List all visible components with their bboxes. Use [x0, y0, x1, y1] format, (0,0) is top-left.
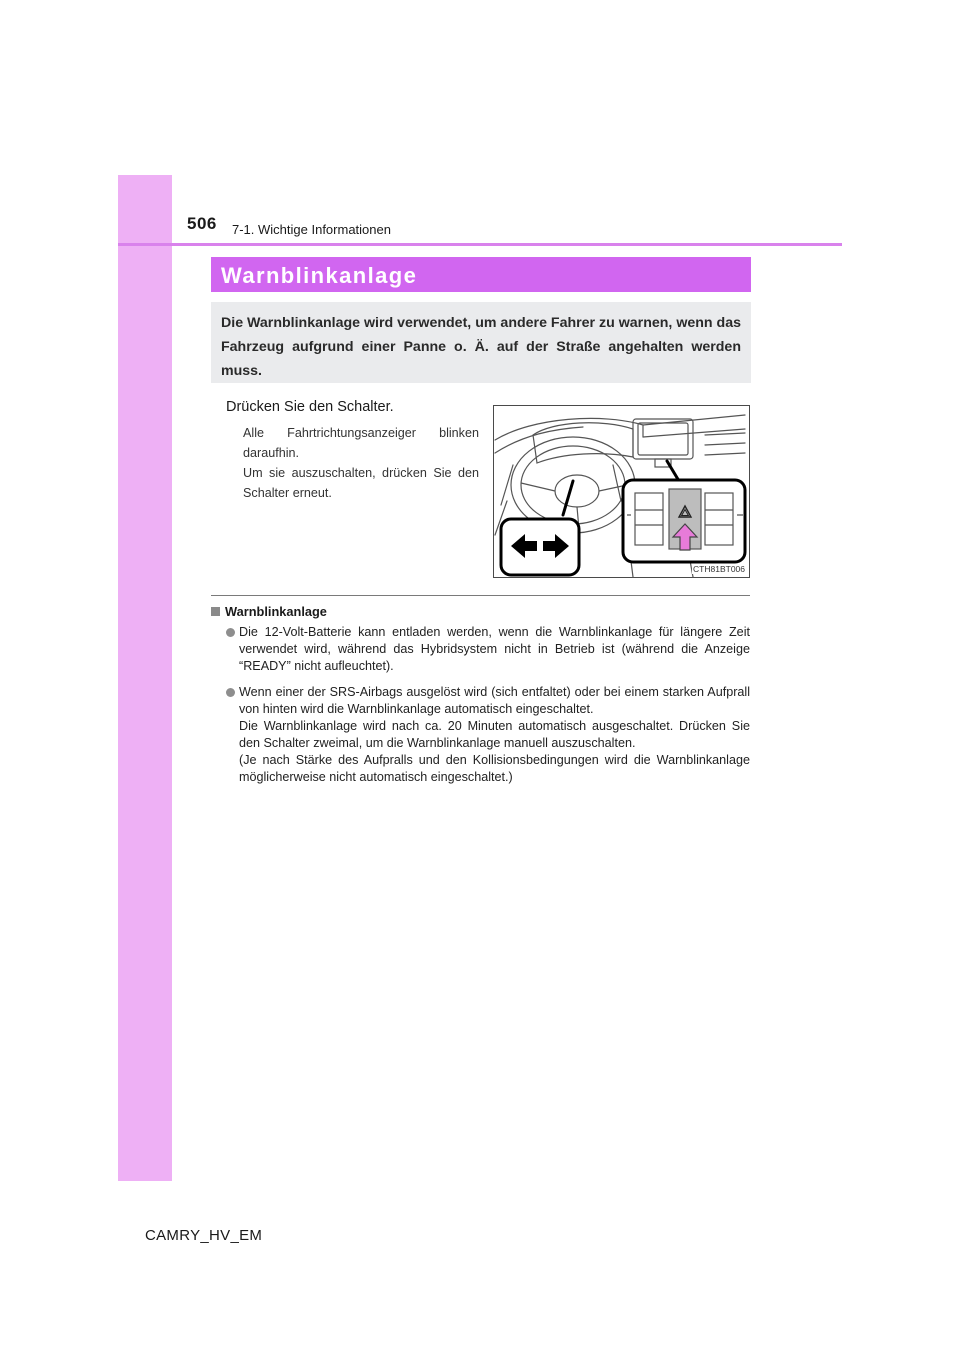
header-rule [118, 243, 842, 246]
instruction-detail-2: Um sie auszuschalten, drücken Sie den Schalter erneut. [243, 466, 479, 500]
turn-signal-callout [501, 519, 579, 575]
note-item-1 [239, 624, 750, 675]
note-item-2-line-1: Wenn einer der SRS-Airbags ausgelöst wird (sich entfaltet) oder bei einem starken Aufprall von hinten wird die Warnblinkanlage automatisch eingeschaltet. [239, 685, 750, 716]
bullet-dot-icon [226, 628, 235, 637]
figure-code: CTH81BT006 [693, 564, 745, 574]
note-item-2 [239, 684, 750, 786]
notes-heading [211, 604, 327, 619]
instruction-detail-1: Alle Fahrtrichtungsanzeiger blinken daraufhin. [243, 426, 479, 460]
dashboard-drawing [493, 405, 750, 578]
square-bullet-icon [211, 607, 220, 616]
note-item-2-line-3: (Je nach Stärke des Aufpralls und den Kollisionsbedingungen wird die Warnblinkanlage möglicherweise nicht automatisch eingeschaltet.) [239, 753, 750, 784]
footer-model-code: CAMRY_HV_EM [145, 1227, 263, 1244]
switch-zoom-callout [623, 480, 745, 562]
page-number: 506 [187, 214, 217, 233]
section-divider [211, 595, 750, 596]
page-title: Warnblinkanlage [221, 263, 418, 288]
instruction-detail [243, 423, 479, 503]
notes-heading-text: Warnblinkanlage [225, 604, 327, 619]
note-item-1-text: Die 12-Volt-Batterie kann entladen werden, wenn die Warnblinkanlage für längere Zeit verwendet wird, während das Hybridsystem nicht in Betrieb ist (während die Anzeige “READY” nicht aufleuchtet). [239, 625, 750, 673]
title-band [211, 257, 751, 292]
instruction-step: Drücken Sie den Schalter. [226, 399, 394, 415]
bullet-dot-icon [226, 688, 235, 697]
intro-text: Die Warnblinkanlage wird verwendet, um andere Fahrer zu warnen, wenn das Fahrzeug aufgrund einer Panne o. Ä. auf der Straße angehalten werden muss. [221, 315, 741, 379]
intro-box [211, 302, 751, 383]
hazard-switch-illustration [493, 405, 750, 578]
chapter-side-bar [118, 175, 172, 1181]
note-item-2-line-2: Die Warnblinkanlage wird nach ca. 20 Minuten automatisch ausgeschaltet. Drücken Sie den Schalter zweimal, um die Warnblinkanlage manuell auszuschalten. [239, 719, 750, 750]
section-heading: 7-1. Wichtige Informationen [232, 222, 391, 237]
